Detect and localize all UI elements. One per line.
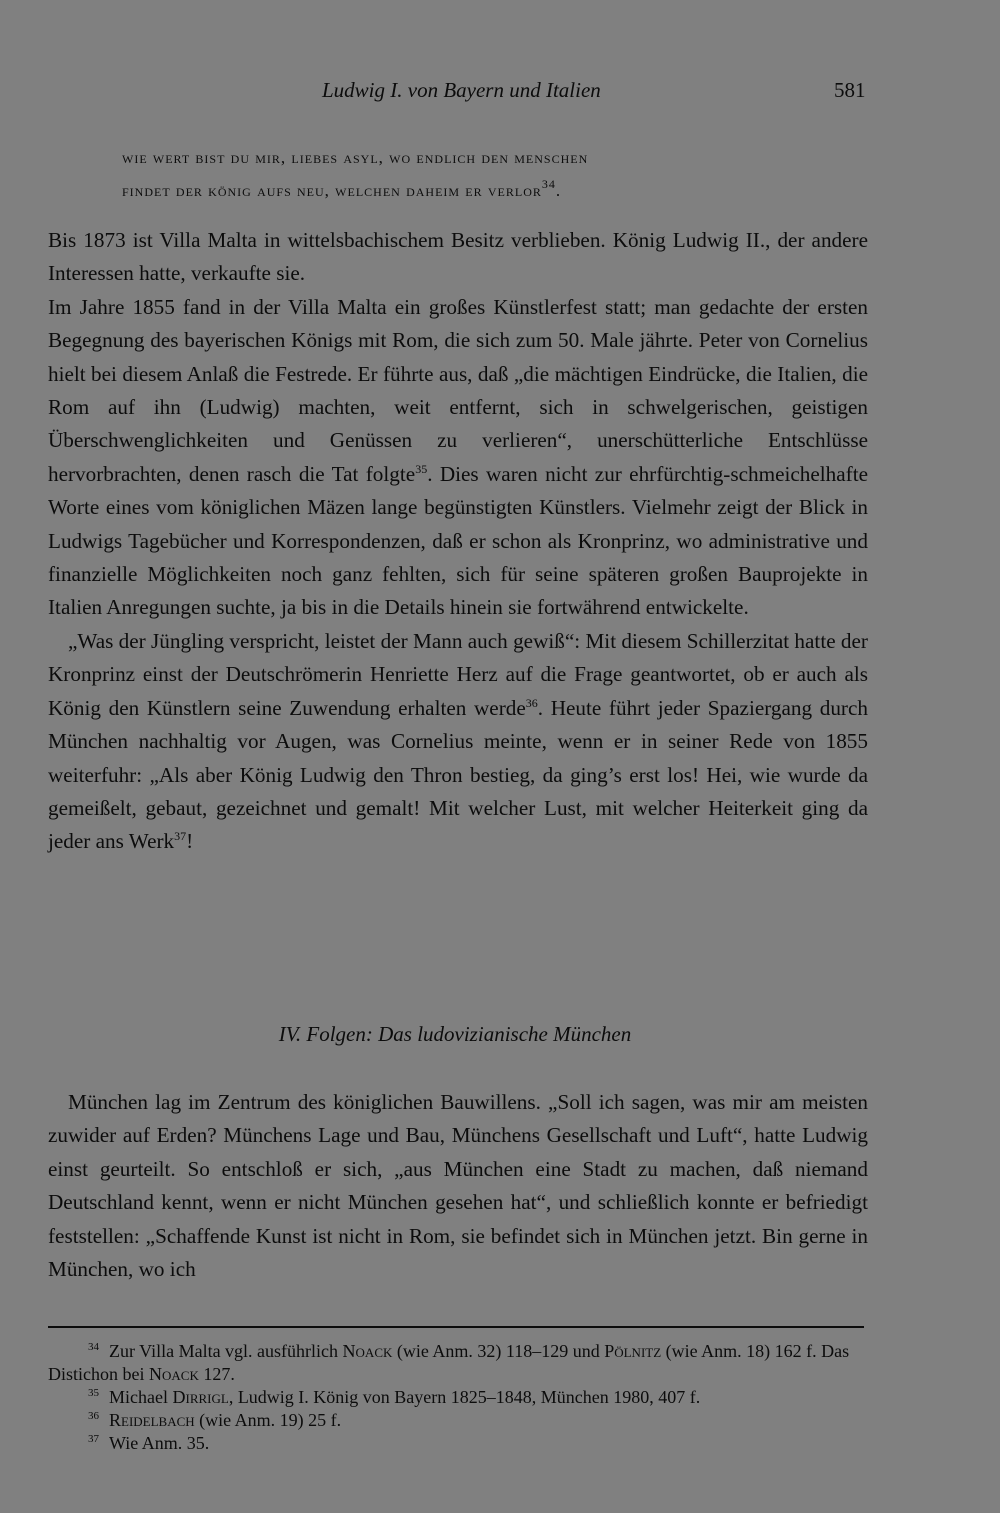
footnote-rule [48,1326,864,1328]
verse-line-1 [122,148,842,168]
verse-line-1-text: wie wert bist du mir, liebes asyl, wo endlich den menschen [122,148,589,167]
running-head [0,78,1000,108]
paragraph-3-text-b: . Heute führt jeder Spaziergang durch München nachhaltig vor Augen, was Cornelius meinte, wenn er in seiner Rede von 1855 weiterfuhr: „Als aber König Ludwig den Thron bestieg, da ging’s erst los! Hei, wie wurde da gemeißelt, gebaut, gezeichnet und gemalt! Mit welcher Lust, mit welcher Heiterkeit ging da jeder ans Werk [48,695,868,854]
paragraph-4: München lag im Zentrum des königlichen Bauwillens. „Soll ich sagen, was mir am meisten zuwider auf Erden? Münchens Lage und Bau, Münchens Gesellschaft und Luft“, hatte Ludwig einst geurteilt. So entschloß er sich, „aus München eine Stadt zu machen, daß niemand Deutschland kennt, wenn er nicht München gesehen hat“, und schließlich konnte er befriedigt feststellen: „Schaffende Kunst ist nicht in Rom, sie befindet sich in München jetzt. Bin gerne in München, wo ich [48,1090,868,1282]
author-name: Reidelbach [109,1410,195,1430]
section-heading: IV. Folgen: Das ludovizianische München [278,1022,632,1046]
footnote-37 [48,1432,868,1455]
paragraph-2-text-b: . Dies waren nicht zur ehrfürchtig-schmeichelhafte Worte eines vom königlichen Mäzen lange begünstigten Künstlers. Vielmehr zeigt der Blick in Ludwigs Tagebücher und Korrespondenzen, daß er schon als Kronprinz, wo administrative und finanzielle Möglichkeiten noch ganz fehlten, sich für seine späteren großen Bauprojekte in Italien Anregungen suchte, ja bis in die Details hinein sie fortwährend entwickelte. [48,461,869,620]
author-name: Pölnitz [604,1341,662,1361]
paragraph-3-text-c: ! [186,829,194,854]
running-title: Ludwig I. von Bayern und Italien [322,78,601,102]
footnote-text: (wie Anm. 32) 118–129 und [392,1341,605,1361]
main-text-lower [48,1086,868,1286]
verse-line-2-text: findet der könig aufs neu, welchen daheim er verlor [122,181,542,200]
footnote-ref-34[interactable]: 34 [541,177,556,191]
footnote-34 [48,1340,868,1386]
footnote-number: 34 [88,1341,99,1353]
verse-line-2-end: . [555,181,562,200]
main-text-upper [48,224,868,859]
footnote-ref-36[interactable]: 36 [525,695,538,710]
footnote-ref-37[interactable]: 37 [174,829,187,844]
footnote-number: 35 [88,1387,99,1399]
footnote-text: Wie Anm. 35. [109,1433,210,1453]
footnote-text: Zur Villa Malta vgl. ausführlich [109,1341,343,1361]
footnote-number: 36 [88,1410,99,1422]
verse-line-2 [122,177,842,201]
footnote-text: , Ludwig I. König von Bayern 1825–1848, München 1980, 407 f. [228,1387,701,1407]
footnote-number: 37 [88,1433,99,1445]
author-name: Dirrigl [172,1387,229,1407]
footnote-text: Michael [109,1387,173,1407]
footnote-36 [48,1409,868,1432]
footnote-text: 127. [198,1364,235,1384]
author-name: Noack [149,1364,199,1384]
paragraph-2-text-a: Im Jahre 1855 fand in der Villa Malta ein großes Künstlerfest statt; man gedachte der ersten Begegnung des bayerischen Königs mit Rom, die sich zum 50. Male jährte. Peter von Cornelius hielt bei diesem Anlaß die Festrede. Er führte aus, daß „die mächtigen Eindrücke, die Italien, die Rom auf ihn (Ludwig) machten, weit entfernt, sich in schwelgerischen, geistigen Überschwenglichkeiten und Genüssen zu verlieren“, unerschütterliche Entschlüsse hervorbrachten, denen rasch die Tat folgte [48,294,868,486]
paragraph-1: Bis 1873 ist Villa Malta in wittelsbachischem Besitz verblieben. König Ludwig II., der andere Interessen hatte, verkaufte sie. [48,228,868,286]
author-name: Noack [342,1341,393,1361]
footnote-text: (wie Anm. 19) 25 f. [194,1410,342,1430]
paragraph-3 [48,625,868,859]
footnote-ref-35[interactable]: 35 [415,461,428,476]
footnote-35 [48,1386,868,1409]
footnote-text: (wie Anm. 18) 162 f. Das Distichon bei [48,1341,850,1384]
footnotes [48,1340,868,1455]
paragraph-2 [48,291,868,625]
paragraph-3-text-a: „Was der Jüngling verspricht, leistet der Mann auch gewiß“: Mit diesem Schillerzitat hatte der Kronprinz einst der Deutschrömerin Henriette Herz auf die Frage geantwortet, ob er auch als König den Künstlern seine Zuwendung erhalten werde [48,628,868,720]
page-number: 581 [834,78,866,102]
